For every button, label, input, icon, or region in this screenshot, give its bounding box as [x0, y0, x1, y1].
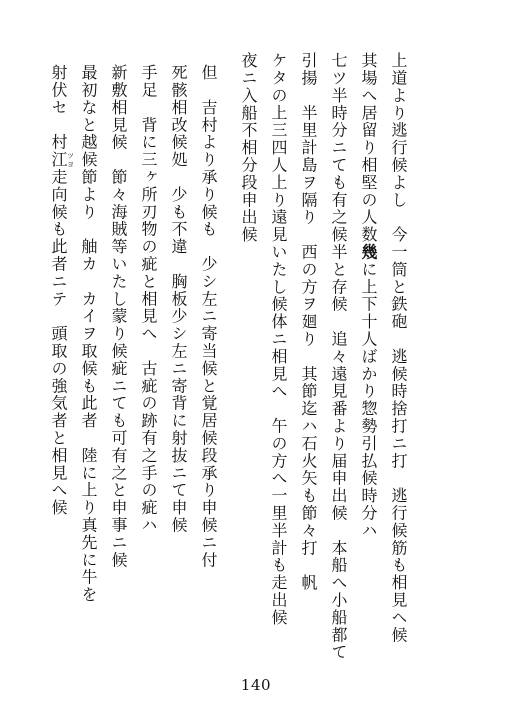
- text-column-1: 上道より逃行候よし 今一筒と鉄砲 逃候時捨打ニ打 逃行候筋も相見ヘ候: [389, 52, 408, 644]
- text-column-7: 但 吉村より承り候も 少シ左ニ寄当候と覚居候段承り申候ニ付: [199, 64, 218, 569]
- text-column-9: 手足 背に三ヶ所刃物の疵と相見へ 古疵の跡有之手の疵ハ: [139, 64, 158, 534]
- text-column-8: 死骸相改候処 少も不違 胸板少シ左ニ寄背に射抜ニて申候: [169, 64, 188, 534]
- page-number: 140: [240, 676, 272, 694]
- text-column-10: 新敷相見候 節々海賊等いたし蒙り候疵ニても可有之と申事ニ候: [109, 64, 128, 569]
- bold-character: 幾: [359, 243, 378, 261]
- text-column-6: 夜ニ入船不相分段申出候: [239, 52, 258, 244]
- ruby-annotation: [49, 151, 75, 169]
- text-column-2: [360, 52, 376, 539]
- text-column-12: [50, 64, 75, 516]
- text-segment: 其場へ居留り相堅の人数: [359, 52, 378, 244]
- ruby-base: 江: [49, 151, 68, 169]
- text-column-5: ケタの上三四人上り遠見いたし候体ニ相見へ 午の方へ一里半計も走出候: [269, 52, 288, 627]
- text-column-3: 七ツ半時分ニても有之候半と存候 追々遠見番より届申出候 本船へ小船都て: [329, 52, 348, 661]
- text-segment: 射伏セ 村: [49, 64, 68, 151]
- text-column-11: 最初なと越候節より 舳カ カイヲ取候も此者 陸に上り真先に牛を: [79, 64, 98, 604]
- text-column-4: 引揚 半里計島ヲ隔り 西の方ヲ廻り 其節迄ハ石火矢も節々打 帆: [299, 52, 318, 592]
- text-segment: 走向候も此者ニテ 頭取の強気者と相見へ候: [49, 168, 68, 517]
- ruby-reading: ツヨ: [66, 151, 75, 169]
- text-segment: に上下十人ばかり惣勢引払候時分ハ: [359, 260, 378, 540]
